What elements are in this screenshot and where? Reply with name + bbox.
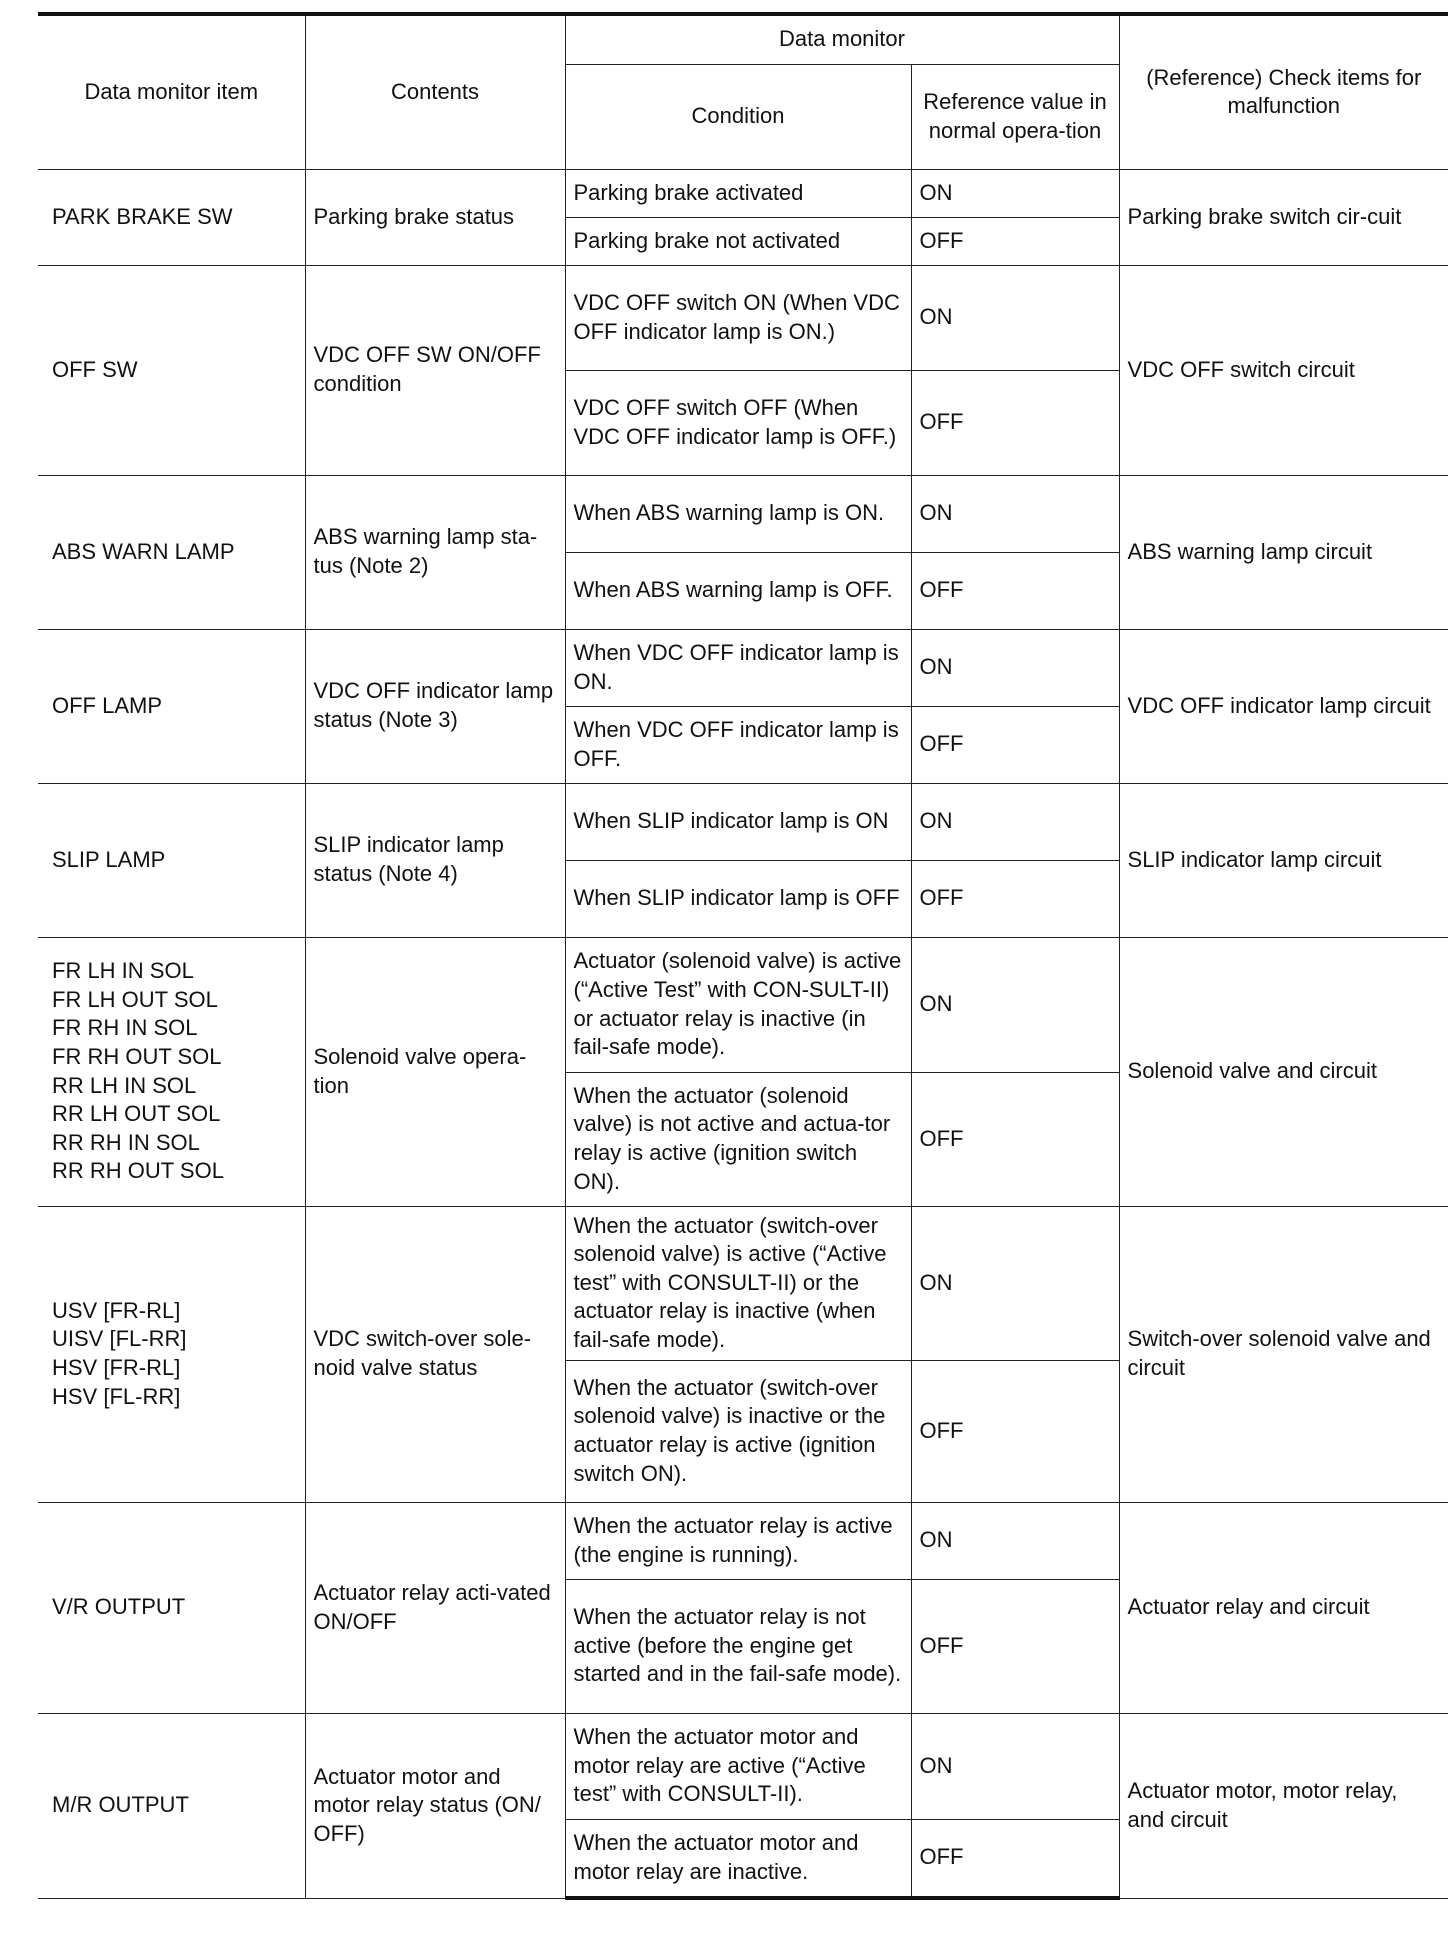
check-items-cell: Actuator relay and circuit — [1119, 1502, 1448, 1713]
header-reference-value: Reference value in normal opera-tion — [911, 64, 1119, 169]
condition-cell: When ABS warning lamp is ON. — [565, 475, 911, 552]
condition-cell: When the actuator (solenoid valve) is not active and actua-tor relay is active (ignition switch ON). — [565, 1072, 911, 1206]
condition-cell: When the actuator relay is active (the engine is running). — [565, 1502, 911, 1579]
condition-cell: VDC OFF switch OFF (When VDC OFF indicator lamp is OFF.) — [565, 370, 911, 475]
header-data-monitor-item: Data monitor item — [38, 14, 305, 169]
monitor-item-name: FR LH OUT SOL — [52, 986, 218, 1012]
condition-cell: When the actuator (switch-over solenoid valve) is active (“Active test” with CONSULT-II) or the actuator relay is inactive (when fail-safe mode). — [565, 1206, 911, 1360]
reference-value-cell: ON — [911, 783, 1119, 860]
contents-cell: ABS warning lamp sta-tus (Note 2) — [305, 475, 565, 629]
reference-value-cell: OFF — [911, 1072, 1119, 1206]
reference-value-cell: OFF — [911, 552, 1119, 629]
table-row — [38, 937, 1448, 1072]
check-items-cell: Actuator motor, motor relay, and circuit — [1119, 1713, 1448, 1898]
check-items-cell: VDC OFF indicator lamp circuit — [1119, 629, 1448, 783]
monitor-item-cell — [38, 265, 305, 475]
table-row — [38, 265, 1448, 370]
monitor-item-name: FR LH IN SOL — [52, 958, 194, 984]
monitor-item-cell — [38, 1713, 305, 1898]
condition-cell: Actuator (solenoid valve) is active (“Active Test” with CON-SULT-II) or actuator relay is inactive (in fail-safe mode). — [565, 937, 911, 1072]
condition-cell: When VDC OFF indicator lamp is OFF. — [565, 706, 911, 783]
table-row — [38, 1713, 1448, 1819]
monitor-item-cell — [38, 1206, 305, 1502]
contents-cell: VDC OFF indicator lamp status (Note 3) — [305, 629, 565, 783]
table-row — [38, 1502, 1448, 1579]
condition-cell: When the actuator (switch-over solenoid valve) is inactive or the actuator relay is active (ignition switch ON). — [565, 1360, 911, 1502]
contents-cell: Actuator motor and motor relay status (ON/ OFF) — [305, 1713, 565, 1898]
condition-cell: When the actuator motor and motor relay are active (“Active test” with CONSULT-II). — [565, 1713, 911, 1819]
check-items-cell: Parking brake switch cir-cuit — [1119, 169, 1448, 265]
data-monitor-table — [38, 12, 1448, 1900]
reference-value-cell: OFF — [911, 1819, 1119, 1898]
table-body — [38, 169, 1448, 1898]
contents-cell: VDC switch-over sole-noid valve status — [305, 1206, 565, 1502]
reference-value-cell: ON — [911, 475, 1119, 552]
monitor-item-name: FR RH IN SOL — [52, 1015, 198, 1041]
monitor-item-name: UISV [FL-RR] — [52, 1326, 187, 1352]
reference-value-cell: OFF — [911, 860, 1119, 937]
condition-cell: Parking brake activated — [565, 169, 911, 217]
contents-cell: Solenoid valve opera-tion — [305, 937, 565, 1206]
monitor-item-name: RR RH IN SOL — [52, 1129, 200, 1155]
table-row — [38, 475, 1448, 552]
reference-value-cell: OFF — [911, 217, 1119, 265]
reference-value-cell: ON — [911, 1206, 1119, 1360]
condition-cell: VDC OFF switch ON (When VDC OFF indicator lamp is ON.) — [565, 265, 911, 370]
check-items-cell: VDC OFF switch circuit — [1119, 265, 1448, 475]
monitor-item-name: RR LH OUT SOL — [52, 1101, 221, 1127]
reference-value-cell: ON — [911, 937, 1119, 1072]
monitor-item-name: OFF SW — [52, 356, 138, 382]
monitor-item-name: SLIP LAMP — [52, 846, 166, 872]
condition-cell: When the actuator relay is not active (before the engine get started and in the fail-safe mode). — [565, 1579, 911, 1713]
monitor-item-name: HSV [FL-RR] — [52, 1383, 181, 1409]
condition-cell: When the actuator motor and motor relay are inactive. — [565, 1819, 911, 1898]
condition-cell: When SLIP indicator lamp is OFF — [565, 860, 911, 937]
contents-cell: Actuator relay acti-vated ON/OFF — [305, 1502, 565, 1713]
monitor-item-cell — [38, 169, 305, 265]
document-page — [38, 12, 1448, 1900]
monitor-item-name: ABS WARN LAMP — [52, 538, 235, 564]
reference-value-cell: ON — [911, 265, 1119, 370]
table-row — [38, 783, 1448, 860]
condition-cell: When SLIP indicator lamp is ON — [565, 783, 911, 860]
check-items-cell: Switch-over solenoid valve and circuit — [1119, 1206, 1448, 1502]
table-row — [38, 1206, 1448, 1360]
monitor-item-name: FR RH OUT SOL — [52, 1043, 222, 1069]
reference-value-cell: ON — [911, 629, 1119, 706]
monitor-item-name: M/R OUTPUT — [52, 1792, 189, 1818]
monitor-item-cell — [38, 783, 305, 937]
contents-cell: Parking brake status — [305, 169, 565, 265]
monitor-item-cell — [38, 475, 305, 629]
monitor-item-cell — [38, 937, 305, 1206]
reference-value-cell: ON — [911, 1502, 1119, 1579]
header-condition: Condition — [565, 64, 911, 169]
monitor-item-name: RR LH IN SOL — [52, 1072, 197, 1098]
reference-value-cell: ON — [911, 1713, 1119, 1819]
reference-value-cell: ON — [911, 169, 1119, 217]
check-items-cell: SLIP indicator lamp circuit — [1119, 783, 1448, 937]
condition-cell: When ABS warning lamp is OFF. — [565, 552, 911, 629]
monitor-item-name: RR RH OUT SOL — [52, 1158, 224, 1184]
condition-cell: Parking brake not activated — [565, 217, 911, 265]
reference-value-cell: OFF — [911, 1579, 1119, 1713]
table-row — [38, 169, 1448, 217]
condition-cell: When VDC OFF indicator lamp is ON. — [565, 629, 911, 706]
table-row — [38, 629, 1448, 706]
reference-value-cell: OFF — [911, 370, 1119, 475]
header-contents: Contents — [305, 14, 565, 169]
monitor-item-name: V/R OUTPUT — [52, 1594, 186, 1620]
monitor-item-name: OFF LAMP — [52, 692, 163, 718]
monitor-item-name: HSV [FR-RL] — [52, 1355, 181, 1380]
monitor-item-cell — [38, 629, 305, 783]
check-items-cell: ABS warning lamp circuit — [1119, 475, 1448, 629]
reference-value-cell: OFF — [911, 706, 1119, 783]
monitor-item-name: PARK BRAKE SW — [52, 203, 233, 229]
header-check-items: (Reference) Check items for malfunction — [1119, 14, 1448, 169]
contents-cell: SLIP indicator lamp status (Note 4) — [305, 783, 565, 937]
reference-value-cell: OFF — [911, 1360, 1119, 1502]
contents-cell: VDC OFF SW ON/OFF condition — [305, 265, 565, 475]
check-items-cell: Solenoid valve and circuit — [1119, 937, 1448, 1206]
monitor-item-name: USV [FR-RL] — [52, 1297, 181, 1323]
monitor-item-cell — [38, 1502, 305, 1713]
header-data-monitor: Data monitor — [565, 14, 1119, 64]
